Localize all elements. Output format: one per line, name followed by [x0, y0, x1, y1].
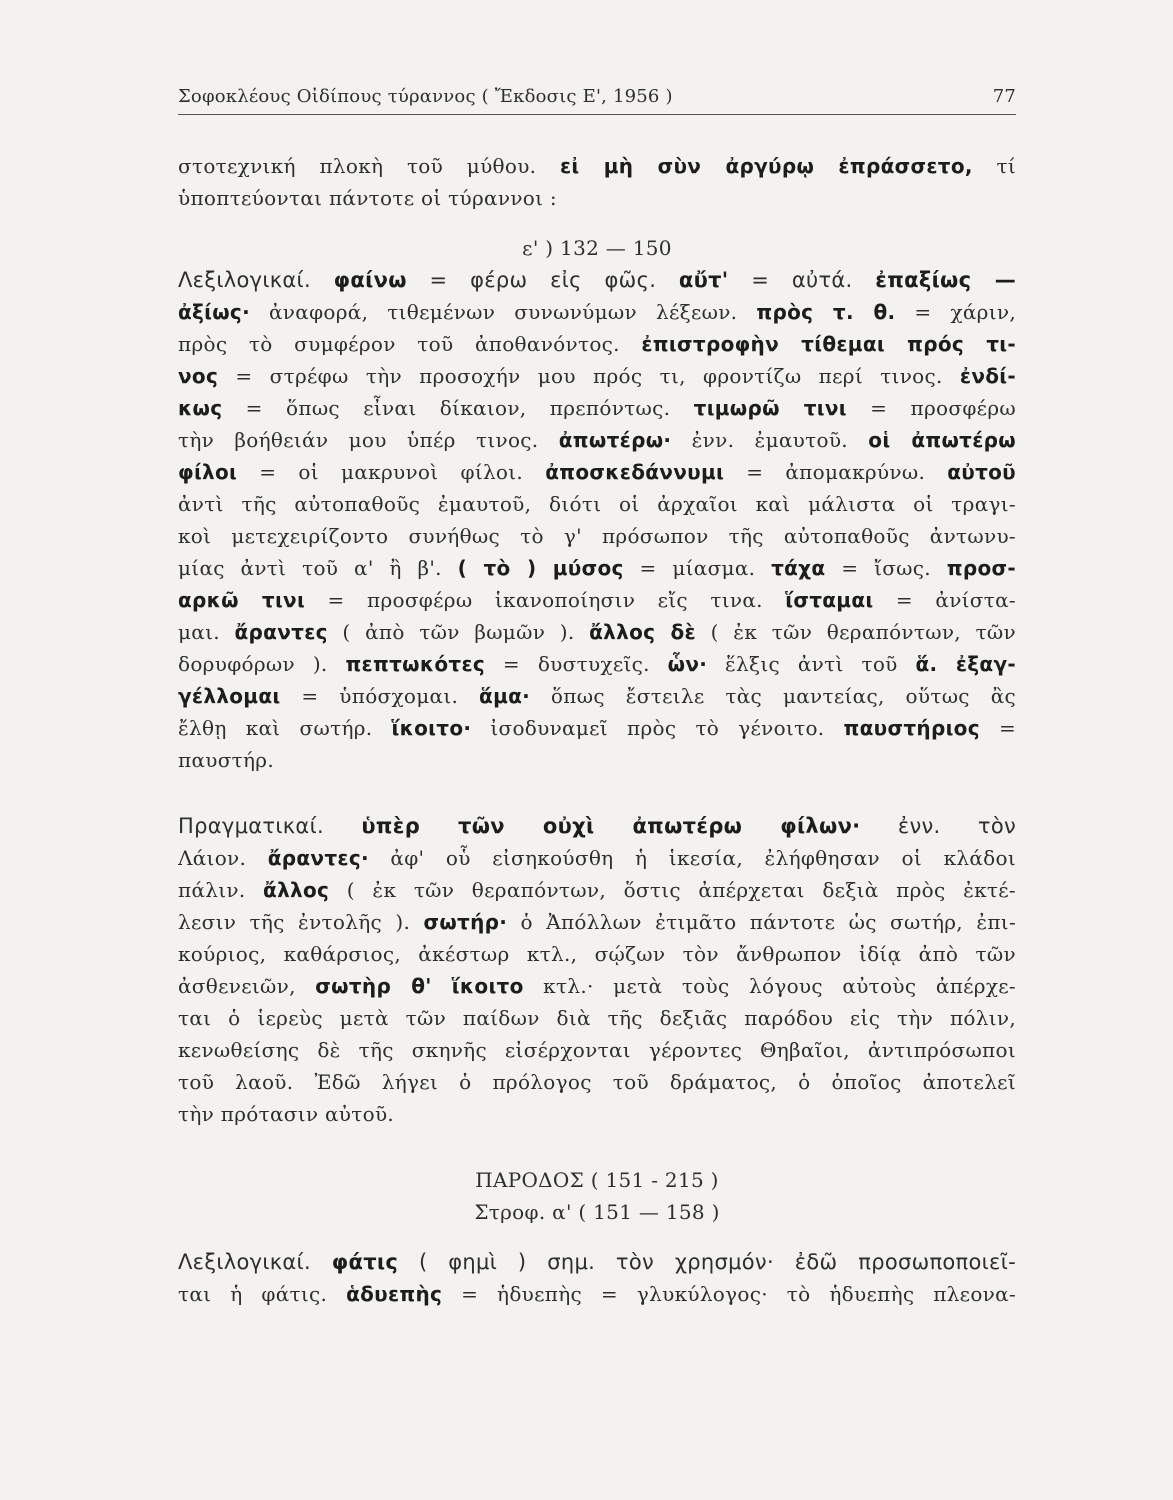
lemma-term: σωτήρ· — [423, 910, 508, 934]
lemma-term: πεπτωκότες — [345, 652, 486, 676]
lemma-term: αρκῶ τινι — [178, 588, 306, 612]
lemma-term: φαίνω — [333, 268, 407, 292]
text-line: ἀντὶ τῆς αὐτοπαθοῦς ἐμαυτοῦ, διότι οἱ ἀρχαῖοι καὶ μάλιστα οἱ τραγι- — [178, 492, 1016, 516]
text-line: αρκῶ τινι = προσφέρω ἱκανοποίησιν εἴς τινα. ἵσταμαι = ἀνίστα- — [178, 588, 1016, 612]
text-line: ἀξίως· ἀναφορά, τιθεμένων συνωνύμων λέξεων. πρὸς τ. θ. = χάριν, — [178, 300, 1016, 324]
lemma-term: ἁδυεπὴς — [346, 1282, 443, 1306]
text-line: ΠΑΡΟΔΟΣ ( 151 - 215 ) — [475, 1168, 719, 1192]
text-line: ἀσθενειῶν, σωτὴρ θ' ἵκοιτο κτλ.· μετὰ τοὺς λόγους αὐτοὺς ἀπέρχε- — [178, 974, 1016, 998]
text-line: στοτεχνική πλοκὴ τοῦ μύθου. εἰ μὴ σὺν ἀργύρῳ ἐπράσσετο, τί — [178, 154, 1016, 178]
text-line: Πραγματικαί. ὑπὲρ τῶν οὐχὶ ἀπωτέρω φίλων· ἐνν. τὸν — [178, 814, 1016, 838]
text-line: ἔλθῃ καὶ σωτήρ. ἵκοιτο· ἰσοδυναμεῖ πρὸς τὸ γένοιτο. παυστήριος = — [178, 716, 1016, 740]
lemma-term: νος — [178, 364, 219, 388]
text-line: Λάιον. ἄραντες· ἀφ' οὗ εἰσηκούσθη ἡ ἱκεσία, ἐλήφθησαν οἱ κλάδοι — [178, 846, 1016, 870]
lemma-term: ( τὸ ) μύσος — [457, 556, 624, 580]
lemma-term: ἵσταμαι — [785, 588, 874, 612]
text-line: Στροφ. α' ( 151 — 158 ) — [474, 1200, 720, 1224]
lemma-term: πρὸς τ. θ. — [756, 300, 896, 324]
text-line: παυστήρ. — [178, 748, 275, 772]
text-line: κοὶ μετεχειρίζοντο συνήθως τὸ γ' πρόσωπον τῆς αὐτοπαθοῦς ἀντωνυ- — [178, 524, 1016, 548]
text-line: δορυφόρων ). πεπτωκότες = δυστυχεῖς. ὧν· ἕλξις ἀντὶ τοῦ ἅ. ἐξαγ- — [178, 652, 1016, 676]
text-line: ὑποπτεύονται πάντοτε οἱ τύραννοι : — [178, 186, 557, 210]
lemma-term: ἐνδί- — [959, 364, 1016, 388]
paragraph-gap — [178, 214, 1016, 232]
lemma-term: τιμωρῶ τινι — [693, 396, 847, 420]
text-line: κενωθείσης δὲ τῆς σκηνῆς εἰσέρχονται γέροντες Θηβαῖοι, ἀντιπρόσωποι — [178, 1038, 1016, 1062]
lemma-term: κως — [178, 396, 223, 420]
lemma-term: ἄλλος — [263, 878, 330, 902]
lemma-term: οἱ ἀπωτέρω — [868, 428, 1016, 452]
lemma-term: φάτις — [331, 1250, 399, 1274]
lemma-term: ἅ. ἐξαγ- — [915, 652, 1016, 676]
lemma-term: γέλλομαι — [178, 684, 281, 708]
text-line: τὴν πρότασιν αὐτοῦ. — [178, 1102, 395, 1126]
header-title: Σοφοκλέους Οἰδίπους τύραννος ( Ἔκδοσις Ε', 1956 ) — [178, 86, 673, 107]
text-line: κως = ὅπως εἶναι δίκαιον, πρεπόντως. τιμωρῶ τινι = προσφέρω — [178, 396, 1016, 420]
lemma-term: ἄλλος δὲ — [589, 620, 696, 644]
paragraph-gap — [178, 1228, 1016, 1246]
running-header — [178, 82, 1016, 115]
lemma-term: ἀπωτέρω· — [558, 428, 672, 452]
lemma-term: αὐτοῦ — [947, 460, 1016, 484]
lemma-term: τάχα — [771, 556, 826, 580]
text-line: τοῦ λαοῦ. Ἐδῶ λήγει ὁ πρόλογος τοῦ δράματος, ὁ ὁποῖος ἀποτελεῖ — [178, 1070, 1016, 1094]
text-line: γέλλομαι = ὑπόσχομαι. ἅμα· ὅπως ἔστειλε τὰς μαντείας, οὕτως ἂς — [178, 684, 1016, 708]
lemma-term: εἰ μὴ σὺν ἀργύρῳ ἐπράσσετο, — [559, 154, 973, 178]
text-line: μίας ἀντὶ τοῦ α' ἢ β'. ( τὸ ) μύσος = μίασμα. τάχα = ἴσως. προσ- — [178, 556, 1016, 580]
text-line: τὴν βοήθειάν μου ὑπέρ τινος. ἀπωτέρω· ἐνν. ἐμαυτοῦ. οἱ ἀπωτέρω — [178, 428, 1016, 452]
paragraph-gap — [178, 776, 1016, 810]
lemma-term: προσ- — [946, 556, 1016, 580]
text-line: φίλοι = οἱ μακρυνοὶ φίλοι. ἀποσκεδάννυμι = ἀπομακρύνω. αὐτοῦ — [178, 460, 1016, 484]
lemma-term: ἵκοιτο· — [391, 716, 472, 740]
lemma-term: παυστήριος — [843, 716, 980, 740]
text-line: πάλιν. ἄλλος ( ἐκ τῶν θεραπόντων, ὅστις ἀπέρχεται δεξιὰ πρὸς ἐκτέ- — [178, 878, 1016, 902]
text-line: μαι. ἄραντες ( ἀπὸ τῶν βωμῶν ). ἄλλος δὲ ( ἐκ τῶν θεραπόντων, τῶν — [178, 620, 1016, 644]
text-line: κούριος, καθάρσιος, ἀκέστωρ κτλ., σῴζων τὸν ἄνθρωπον ἰδίᾳ ἀπὸ τῶν — [178, 942, 1016, 966]
lemma-term: σωτὴρ θ' ἵκοιτο — [315, 974, 524, 998]
text-line: νος = στρέφω τὴν προσοχήν μου πρός τι, φροντίζω περί τινος. ἐνδί- — [178, 364, 1016, 388]
text-line: πρὸς τὸ συμφέρον τοῦ ἀποθανόντος. ἐπιστροφὴν τίθεμαι πρός τι- — [178, 332, 1016, 356]
lemma-term: ἀποσκεδάννυμι — [545, 460, 725, 484]
lemma-term: ἀξίως· — [178, 300, 250, 324]
text-line: ται ὁ ἱερεὺς μετὰ τῶν παίδων διὰ τῆς δεξιᾶς παρόδου εἰς τὴν πόλιν, — [178, 1006, 1016, 1030]
lemma-term: ὧν· — [667, 652, 708, 676]
text-line: ε' ) 132 — 150 — [522, 236, 672, 260]
lemma-term: ἄραντες — [234, 620, 328, 644]
lemma-term: ἄραντες· — [267, 846, 369, 870]
text-line: Λεξιλογικαί. φαίνω = φέρω εἰς φῶς. αὔτ' = αὐτά. ἐπαξίως — — [178, 268, 1016, 292]
lemma-term: ἐπιστροφὴν τίθεμαι πρός τι- — [641, 332, 1016, 356]
body-text — [178, 150, 1016, 1310]
lemma-term: αὔτ' — [678, 268, 729, 292]
lemma-term: ἐπαξίως — — [875, 268, 1016, 292]
text-line: λεσιν τῆς ἐντολῆς ). σωτήρ· ὁ Ἀπόλλων ἐτιμᾶτο πάντοτε ὡς σωτήρ, ἐπι- — [178, 910, 1016, 934]
text-line: ται ἡ φάτις. ἁδυεπὴς = ἡδυεπὴς = γλυκύλογος· τὸ ἡδυεπὴς πλεονα- — [178, 1282, 1016, 1306]
page-number: 77 — [992, 86, 1016, 107]
lemma-term: ὑπὲρ τῶν οὐχὶ ἀπωτέρω φίλων· — [361, 814, 861, 838]
lemma-term: ἅμα· — [479, 684, 531, 708]
text-line: Λεξιλογικαί. φάτις ( φημὶ ) σημ. τὸν χρησμόν· ἐδῶ προσωποποιεῖ- — [178, 1250, 1016, 1274]
lemma-term: φίλοι — [178, 460, 238, 484]
paragraph-gap — [178, 1130, 1016, 1164]
